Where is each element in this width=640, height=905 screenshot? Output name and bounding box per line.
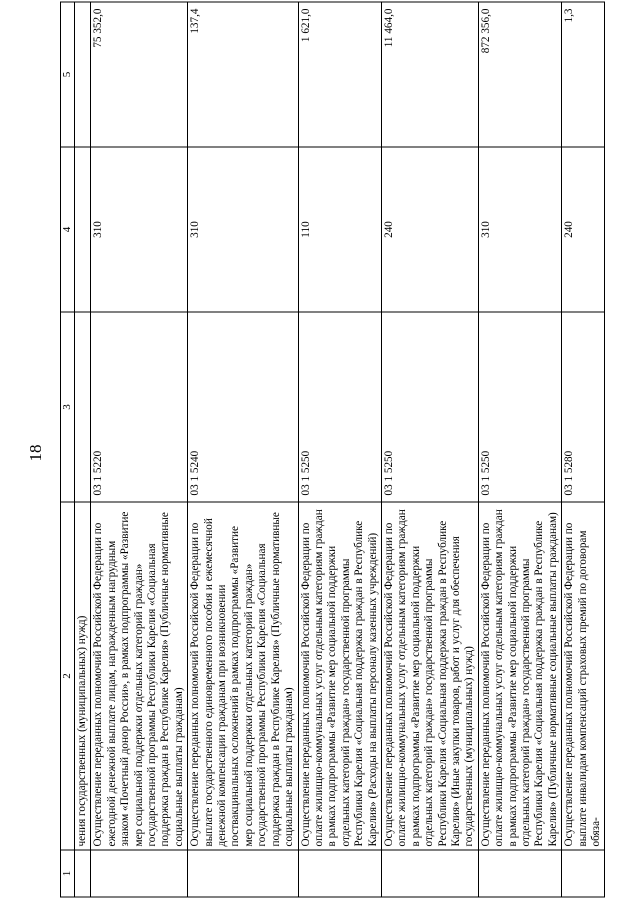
cell-amount: 75 352,0 — [91, 2, 188, 147]
cell-amount: 872 356,0 — [478, 2, 561, 147]
cell-col-1 — [91, 850, 188, 897]
cell-amount — [75, 2, 91, 147]
cell-description: Осуществление переданных полномочий Российской Федерации по ежегодной денежной выплате лицам, награжденным нагрудным знаком «Почетный донор России», в рамках подпрограммы «Развитие мер социальной поддержки отдельных категорий граждан» государственной программы Республики Карелия «Социальная поддержка граждан в Республике Карелия» (Публичные нормативные социальные выплаты гражданам) — [91, 502, 188, 850]
cell-type: 310 — [91, 147, 188, 312]
cell-type: 110 — [298, 147, 381, 312]
cell-col-1 — [381, 850, 478, 897]
cell-description: Осуществление переданных полномочий Российской Федерации по оплате жилищно-коммунальных услуг отдельным категориям граждан в рамках подпрограммы «Развитие мер социальной поддержки отдельных категорий граждан» государственной программы Республики Карелия «Социальная поддержка граждан в Республике Карелия» (Иные закупки товаров, работ и услуг для обеспечения государственных (муниципальных) нужд) — [381, 502, 478, 850]
cell-type: 240 — [562, 147, 605, 312]
table-row — [75, 2, 91, 897]
cell-description: Осуществление переданных полномочий Российской Федерации по выплате государственного единовременного пособия и ежемесячной денежной компенсации гражданам при возникновении поствакцинальных осложнений в рамках подпрограммы «Развитие мер социальной поддержки отдельных категорий граждан» государственной программы Республики Карелия «Социальная поддержка граждан в Республике Карелия» (Публичные нормативные социальные выплаты гражданам) — [188, 502, 298, 850]
table-row — [298, 2, 381, 897]
cell-type — [75, 147, 91, 312]
header-col-2: 2 — [61, 502, 75, 850]
header-col-5: 5 — [61, 2, 75, 147]
cell-description: чения государственных (муниципальных) нужд) — [75, 502, 91, 850]
cell-description: Осуществление переданных полномочий Российской Федерации по оплате жилищно-коммунальных услуг отдельным категориям граждан в рамках подпрограммы «Развитие мер социальной поддержки отдельных категорий граждан» государственной программы Республики Карелия «Социальная поддержка граждан в Республике Карелия» (Расходы на выплаты персоналу казенных учреждений) — [298, 502, 381, 850]
cell-amount: 137,4 — [188, 2, 298, 147]
header-col-4: 4 — [61, 147, 75, 312]
cell-code: 03 1 5220 — [91, 312, 188, 502]
cell-amount: 11 464,0 — [381, 2, 478, 147]
cell-description: Осуществление переданных полномочий Российской Федерации по оплате жилищно-коммунальных услуг отдельным категориям граждан в рамках подпрограммы «Развитие мер социальной поддержки отдельных категорий граждан» государственной программы Республики Карелия «Социальная поддержка граждан в Республике Карелия» (Публичные нормативные социальные выплаты гражданам) — [478, 502, 561, 850]
cell-col-1 — [478, 850, 561, 897]
cell-code: 03 1 5280 — [562, 312, 605, 502]
cell-col-1 — [562, 850, 605, 897]
table-row — [381, 2, 478, 897]
cell-amount: 1,3 — [562, 2, 605, 147]
cell-code: 03 1 5250 — [478, 312, 561, 502]
table-row — [91, 2, 188, 897]
header-col-3: 3 — [61, 312, 75, 502]
cell-code: 03 1 5250 — [381, 312, 478, 502]
cell-type: 240 — [381, 147, 478, 312]
header-col-1: 1 — [61, 850, 75, 897]
cell-code — [75, 312, 91, 502]
cell-type: 310 — [188, 147, 298, 312]
table-row — [478, 2, 561, 897]
page-number: 18 — [26, 444, 45, 461]
cell-description: Осуществление переданных полномочий Российской Федерации по выплате инвалидам компенсаций страховых премий по договорам обяза- — [562, 502, 605, 850]
cell-col-1 — [75, 850, 91, 897]
cell-col-1 — [188, 850, 298, 897]
table-row — [188, 2, 298, 897]
cell-code: 03 1 5240 — [188, 312, 298, 502]
table-row — [562, 2, 605, 897]
cell-code: 03 1 5250 — [298, 312, 381, 502]
cell-amount: 1 621,0 — [298, 2, 381, 147]
cell-col-1 — [298, 850, 381, 897]
budget-table — [60, 1, 605, 897]
cell-type: 310 — [478, 147, 561, 312]
table-header-row — [61, 2, 75, 897]
